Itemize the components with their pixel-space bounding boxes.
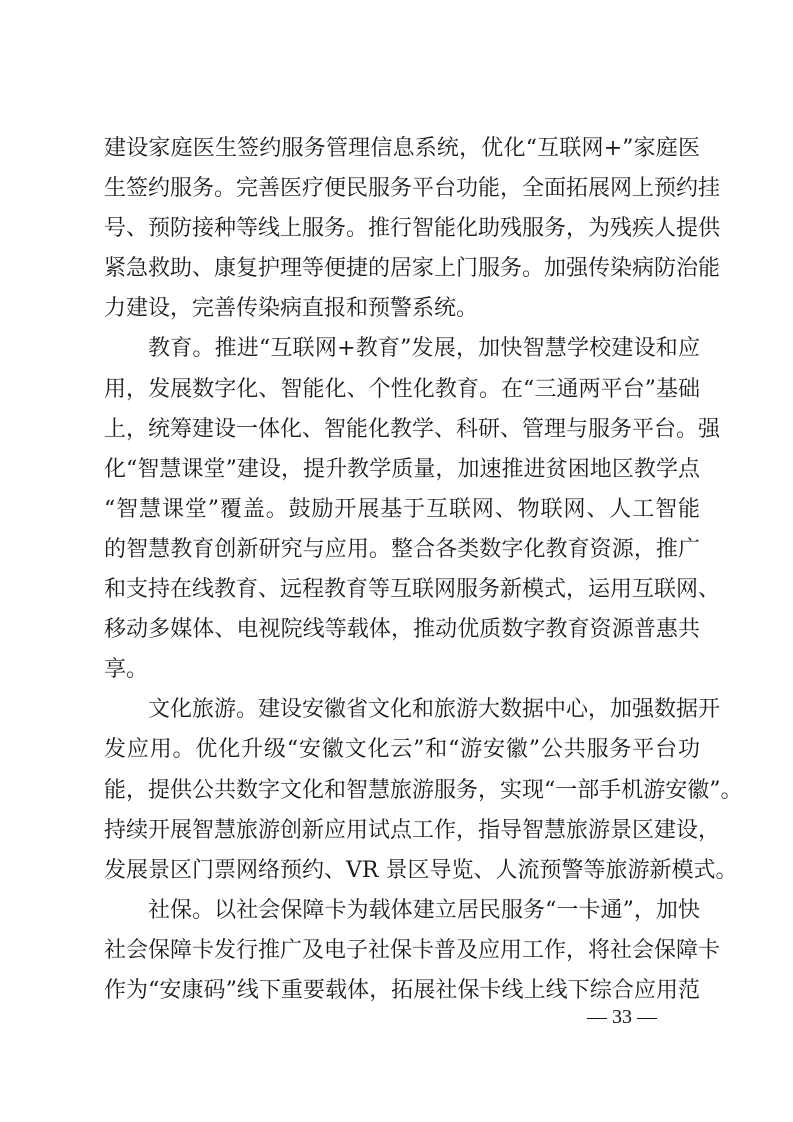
text-line: 化“智慧课堂”建设，提升教学质量，加速推进贫困地区教学点: [104, 456, 700, 482]
text-line: 发应用。优化升级“安徽文化云”和“游安徽”公共服务平台功: [104, 737, 700, 763]
text-line: 建设家庭医生签约服务管理信息系统，优化“互联网+”家庭医: [104, 136, 700, 161]
paragraph-culture-tourism: [104, 690, 743, 890]
text-line: 社保。以社会保障卡为载体建立居民服务“一卡通”，加快: [148, 897, 700, 923]
paragraph-social-security: [104, 891, 721, 1011]
text-line: 移动多媒体、电视院线等载体，推动优质数字教育资源普惠共: [104, 617, 700, 643]
text-line: 发展景区门票网络预约、VR 景区导览、人流预警等旅游新模式。: [104, 857, 738, 883]
text-line: 作为“安康码”线下重要载体，拓展社保卡线上线下综合应用范: [104, 977, 700, 1003]
paragraph-education: [104, 329, 721, 690]
text-line: 持续开展智慧旅游创新应用试点工作，指导智慧旅游景区建设，: [104, 817, 721, 843]
text-line: 上，统筹建设一体化、智能化教学、科研、管理与服务平台。强: [104, 416, 721, 442]
text-line: 享。: [104, 657, 149, 683]
text-line: 生签约服务。完善医疗便民服务平台功能，全面拓展网上预约挂: [104, 176, 721, 202]
text-line: 文化旅游。建设安徽省文化和旅游大数据中心，加强数据开: [148, 697, 721, 723]
text-line: 的智慧教育创新研究与应用。整合各类数字化教育资源，推广: [104, 536, 700, 562]
page-number: — 33 —: [587, 1006, 657, 1028]
text-line: 社会保障卡发行推广及电子社保卡普及应用工作，将社会保障卡: [104, 937, 721, 963]
text-line: 用，发展数字化、智能化、个性化教育。在“三通两平台”基础: [104, 376, 700, 402]
text-line: 教育。推进“互联网+教育”发展，加快智慧学校建设和应: [148, 336, 700, 362]
text-line: 号、预防接种等线上服务。推行智能化助残服务，为残疾人提供: [104, 216, 721, 242]
text-line: 力建设，完善传染病直报和预警系统。: [104, 296, 479, 322]
body-text: [104, 129, 743, 1011]
text-line: “智慧课堂”覆盖。鼓励开展基于互联网、物联网、人工智能: [104, 496, 700, 522]
paragraph-health-continued: [104, 129, 721, 329]
text-line: 能，提供公共数字文化和智慧旅游服务，实现“一部手机游安徽”。: [104, 777, 743, 803]
text-line: 紧急救助、康复护理等便捷的居家上门服务。加强传染病防治能: [104, 256, 721, 282]
text-line: 和支持在线教育、远程教育等互联网服务新模式，运用互联网、: [104, 577, 721, 603]
